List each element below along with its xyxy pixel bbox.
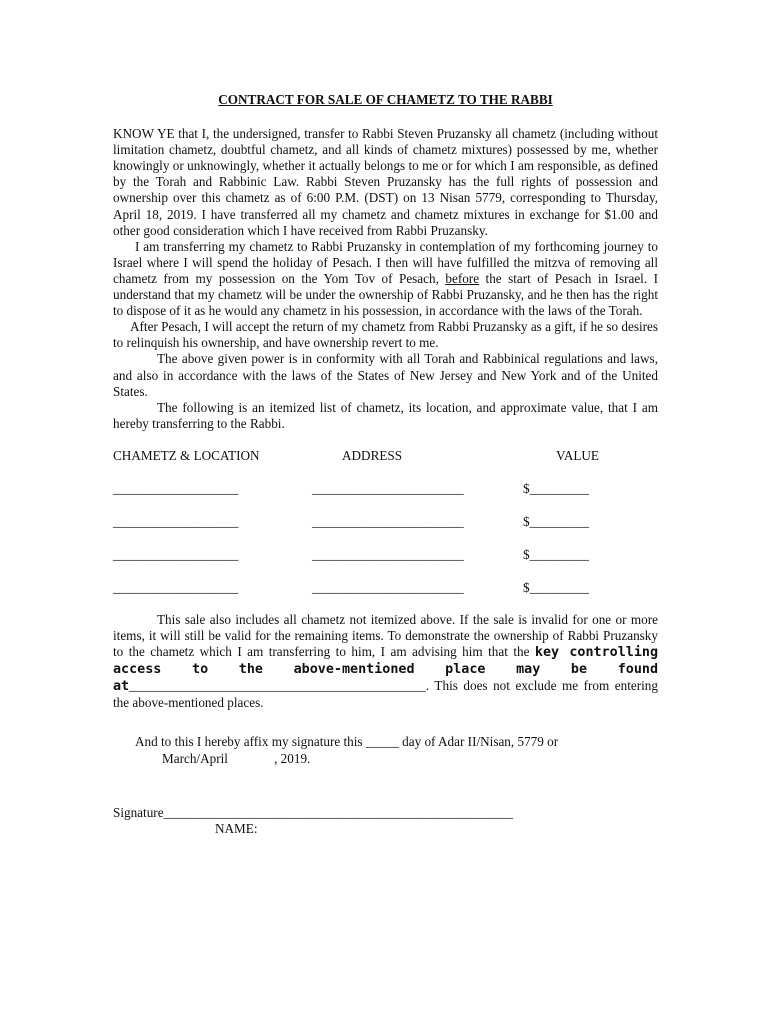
- column-header-location: CHAMETZ & LOCATION: [113, 447, 260, 463]
- underlined-before: before: [445, 270, 480, 286]
- paragraph-power: The above given power is in conformity with all Torah and Rabbinical regulations and laws, and also in accordance with the laws of the States of New Jersey and New York and of the United States.: [113, 351, 658, 399]
- column-header-value: VALUE: [556, 447, 599, 463]
- column-header-address: ADDRESS: [342, 447, 403, 463]
- paragraph-after-pesach: After Pesach, I will accept the return of my chametz from Rabbi Pruzansky as a gift, if he so desires to relinquish his ownership, and have ownership revert to me.: [113, 319, 658, 351]
- paragraph-journey-text-a: I am transferring my chametz to Rabbi Pruzansky in contemplation of my forthcoming journey to Israel where I will spend the holiday of Pesach. I then will have fulfilled the mitzva of removing all chametz from my possession on the Yom Tov of Pesach,: [113, 238, 658, 286]
- affix-signature-line: And to this I hereby affix my signature this _____ day of Adar II/Nisan, 5779 or: [135, 734, 559, 750]
- signature-blank[interactable]: _____________________________________________________: [163, 804, 514, 820]
- address-blank[interactable]: _______________________: [312, 480, 464, 496]
- signature-line: [113, 805, 658, 821]
- value-blank[interactable]: $_________: [523, 480, 589, 496]
- value-blank[interactable]: $_________: [523, 513, 589, 529]
- paragraph-journey: [113, 239, 658, 319]
- value-blank[interactable]: $_________: [523, 579, 589, 595]
- paragraph-sale-includes: [113, 612, 658, 712]
- affix-date-line: March/April , 2019.: [162, 750, 311, 766]
- paragraph-journey-text-b: the start of Pesach in Israel. I understand that my chametz will be under the ownership of Rabbi Pruzansky, and he then has the right to dispose of it as he would any chametz in his possession, in accordance with the laws of the Torah.: [113, 270, 658, 319]
- itemized-list-header: [113, 448, 658, 464]
- paragraph-sale-text-b: . This does not exclude me from entering the above-mentioned places.: [113, 678, 658, 711]
- signature-label: Signature: [113, 804, 164, 820]
- itemized-row: [113, 547, 658, 563]
- address-blank[interactable]: _______________________: [312, 579, 464, 595]
- location-blank[interactable]: ___________________: [113, 546, 239, 562]
- location-blank[interactable]: ___________________: [113, 513, 239, 529]
- name-label: NAME:: [215, 820, 258, 836]
- value-blank[interactable]: $_________: [523, 546, 589, 562]
- contract-document: [113, 90, 658, 837]
- location-blank[interactable]: ___________________: [113, 480, 239, 496]
- itemized-row: [113, 514, 658, 530]
- paragraph-know-ye: KNOW YE that I, the undersigned, transfer to Rabbi Steven Pruzansky all chametz (including without limitation chametz, doubtful chametz, and all kinds of chametz mixtures) possessed by me, whether knowingly or unknowingly, whether it actually belongs to me or for which I am responsible, as defined by the Torah and Rabbinic Law. Rabbi Steven Pruzansky has the full rights of possession and ownership over this chametz as of 6:00 P.M. (DST) on 13 Nisan 5779, corresponding to Thursday, April 18, 2019. I have transferred all my chametz and chametz mixtures in exchange for $1.00 and other good consideration which I have received from Rabbi Pruzansky.: [113, 126, 658, 238]
- address-blank[interactable]: _______________________: [312, 546, 464, 562]
- location-blank[interactable]: ___________________: [113, 579, 239, 595]
- address-blank[interactable]: _______________________: [312, 513, 464, 529]
- paragraph-sale-text-a: This sale also includes all chametz not itemized above. If the sale is invalid for one or more items, it will still be valid for the remaining items. To demonstrate the ownership of Rabbi Pruzansky to the chametz which I am transferring to him, I am advising him that the: [113, 611, 658, 660]
- key-location-statement: key controlling access to the above-mentioned place may be found at: [113, 645, 658, 695]
- page-title: CONTRACT FOR SALE OF CHAMETZ TO THE RABBI: [218, 92, 553, 107]
- key-location-blank[interactable]: _____________________________________________: [129, 678, 426, 694]
- itemized-row: [113, 580, 658, 596]
- itemized-row: [113, 481, 658, 497]
- paragraph-itemized: The following is an itemized list of chametz, its location, and approximate value, that I am hereby transferring to the Rabbi.: [113, 399, 658, 431]
